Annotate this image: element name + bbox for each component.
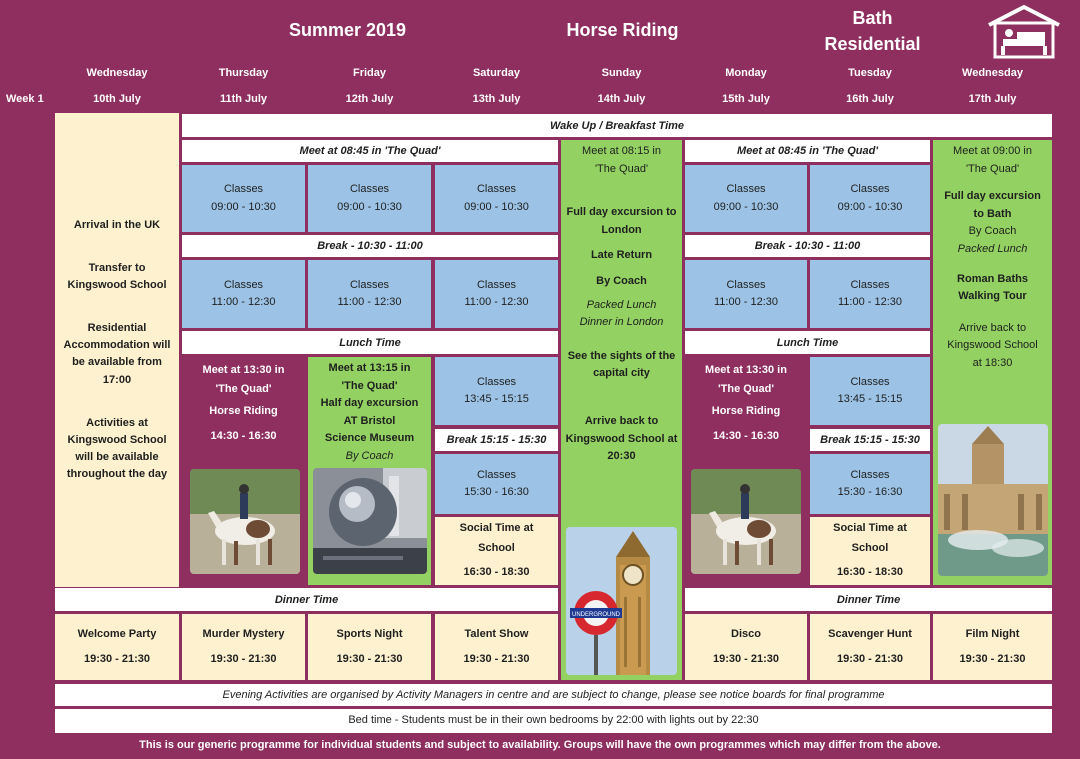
packed-lunch-text: Packed Lunch bbox=[586, 298, 657, 311]
dinner-bar-right: Dinner Time bbox=[685, 588, 1052, 611]
coach-text: By Coach bbox=[968, 225, 1017, 238]
class-time: 11:00 - 12:30 bbox=[211, 296, 276, 308]
coach-text: By Coach bbox=[345, 449, 394, 462]
wake-up-bar: Wake Up / Breakfast Time bbox=[182, 114, 1052, 137]
class-time: 11:00 - 12:30 bbox=[837, 296, 902, 308]
at-bristol-text: AT Bristol bbox=[343, 414, 396, 427]
excursion-text: London bbox=[601, 223, 642, 236]
evening-activity-time: 19:30 - 21:30 bbox=[712, 653, 780, 665]
arrival-cell bbox=[55, 113, 179, 587]
quad-text: 'The Quad' bbox=[341, 379, 398, 392]
evening-activity bbox=[685, 614, 807, 680]
arrive-text: Kingswood School bbox=[947, 339, 1038, 352]
evening-activity bbox=[933, 614, 1052, 680]
arrival-line: will be available bbox=[75, 450, 159, 463]
class-time: 11:00 - 12:30 bbox=[337, 296, 402, 308]
arrival-line: Accommodation will bbox=[63, 339, 171, 352]
class-time: 11:00 - 12:30 bbox=[713, 296, 778, 308]
day-date: 17th July bbox=[968, 93, 1017, 105]
day-name: Wednesday bbox=[962, 67, 1023, 79]
day-name: Friday bbox=[352, 67, 386, 79]
museum-text: Science Museum bbox=[324, 432, 415, 445]
quad-text: 'The Quad' bbox=[718, 382, 774, 395]
class-label: Classes bbox=[349, 278, 390, 291]
evening-activity-time: 19:30 - 21:30 bbox=[836, 653, 904, 665]
social-line: Social Time at bbox=[459, 522, 534, 535]
meet-text: Meet at 13:30 in bbox=[705, 364, 787, 376]
class-label: Classes bbox=[223, 183, 264, 196]
class-time: 09:00 - 10:30 bbox=[211, 200, 276, 213]
class-time: 09:00 - 10:30 bbox=[713, 200, 779, 213]
half-day-text: Half day excursion bbox=[320, 397, 419, 410]
bed-icon bbox=[985, 3, 1063, 59]
day-name: Monday bbox=[725, 67, 767, 79]
footer-note: This is our generic programme for individual students and subject to availability. Groups will have the own programmes which may differ from the above. bbox=[139, 739, 941, 751]
class-mon-am2 bbox=[685, 260, 807, 328]
class-tue-pm2 bbox=[810, 454, 930, 514]
big-ben-photo bbox=[566, 527, 677, 675]
arrive-text: 20:30 bbox=[607, 450, 636, 463]
evening-activity bbox=[182, 614, 305, 680]
meet-text: Meet at 13:15 in bbox=[328, 362, 411, 374]
day-name: Saturday bbox=[472, 67, 521, 79]
time-text: 14:30 - 16:30 bbox=[712, 430, 780, 443]
class-sat-pm2 bbox=[435, 454, 558, 514]
class-sat-am1 bbox=[435, 165, 558, 232]
evening-activity-name: Murder Mystery bbox=[202, 627, 285, 640]
class-label: Classes bbox=[349, 183, 390, 196]
dinner-bar-left: Dinner Time bbox=[55, 588, 558, 611]
social-line: Social Time at bbox=[833, 522, 907, 535]
packed-lunch-text: Packed Lunch bbox=[957, 242, 1028, 255]
arrive-text: at 18:30 bbox=[972, 356, 1013, 369]
class-thu-am2 bbox=[182, 260, 305, 328]
week-label: Week 1 bbox=[6, 93, 44, 105]
class-label: Classes bbox=[726, 278, 766, 291]
science-museum-photo bbox=[313, 468, 427, 574]
class-label: Classes bbox=[726, 183, 766, 196]
evening-activity-time: 19:30 - 21:30 bbox=[210, 653, 277, 665]
arrival-line: Kingswood School bbox=[67, 279, 167, 292]
class-tue-am2 bbox=[810, 260, 930, 328]
class-time: 11:00 - 12:30 bbox=[464, 296, 529, 308]
arrival-line: Transfer to bbox=[88, 262, 146, 275]
class-label: Classes bbox=[850, 375, 890, 388]
quad-text: 'The Quad' bbox=[594, 162, 649, 175]
class-tue-pm1 bbox=[810, 357, 930, 425]
class-time: 15:30 - 16:30 bbox=[837, 486, 903, 498]
evening-activity bbox=[810, 614, 930, 680]
evening-activity bbox=[308, 614, 431, 680]
activity-text: Horse Riding bbox=[209, 405, 278, 418]
social-sat bbox=[435, 517, 558, 585]
arrival-line: Activities at bbox=[86, 416, 148, 429]
class-label: Classes bbox=[476, 468, 517, 481]
arrival-line: Residential bbox=[87, 322, 147, 335]
dinner-text: Dinner in London bbox=[579, 316, 664, 329]
arrive-text: Kingswood School at bbox=[565, 432, 678, 445]
day-date: 16th July bbox=[846, 93, 894, 105]
break-1515-sat: Break 15:15 - 15:30 bbox=[435, 429, 558, 451]
horse-photo bbox=[190, 469, 300, 574]
time-text: 14:30 - 16:30 bbox=[210, 430, 277, 443]
meet-bar-right: Meet at 08:45 in 'The Quad' bbox=[685, 140, 930, 162]
activity-text: Horse Riding bbox=[711, 405, 781, 418]
roman-baths-text: Roman Baths bbox=[957, 272, 1028, 285]
quad-text: 'The Quad' bbox=[215, 382, 272, 395]
class-time: 09:00 - 10:30 bbox=[837, 200, 903, 213]
arrive-text: Arrive back to bbox=[958, 321, 1027, 334]
class-tue-am1 bbox=[810, 165, 930, 232]
excursion-text: Full day excursion bbox=[944, 190, 1041, 203]
meet-bar-left: Meet at 08:45 in 'The Quad' bbox=[182, 140, 558, 162]
evening-activity-name: Welcome Party bbox=[77, 627, 157, 640]
break-bar-left: Break - 10:30 - 11:00 bbox=[182, 235, 558, 257]
arrival-line: Kingswood School bbox=[67, 433, 167, 446]
class-label: Classes bbox=[223, 278, 264, 291]
arrival-line: be available from bbox=[72, 356, 162, 369]
coach-text: By Coach bbox=[596, 274, 647, 287]
roman-baths-photo bbox=[938, 424, 1048, 576]
late-return-text: Late Return bbox=[590, 249, 653, 262]
day-name: Wednesday bbox=[86, 67, 148, 79]
break-1515-tue: Break 15:15 - 15:30 bbox=[810, 429, 930, 451]
social-line: School bbox=[478, 542, 515, 555]
summer-title: Summer 2019 bbox=[288, 20, 407, 40]
day-name: Tuesday bbox=[848, 67, 892, 79]
class-sat-am2 bbox=[435, 260, 558, 328]
meet-text: Meet at 08:15 in bbox=[582, 145, 661, 157]
class-time: 15:30 - 16:30 bbox=[464, 486, 529, 498]
class-sat-pm1 bbox=[435, 357, 558, 425]
class-label: Classes bbox=[850, 183, 890, 196]
quad-text: 'The Quad' bbox=[965, 162, 1020, 175]
class-time: 09:00 - 10:30 bbox=[464, 200, 529, 213]
class-time: 13:45 - 15:15 bbox=[464, 393, 529, 405]
residential-title-line2: Residential bbox=[824, 34, 921, 54]
arrival-line: Arrival in the UK bbox=[73, 219, 161, 232]
meet-text: Meet at 09:00 in bbox=[953, 145, 1032, 157]
lunch-bar-left: Lunch Time bbox=[182, 331, 558, 354]
day-name: Thursday bbox=[218, 67, 269, 79]
break-bar-right: Break - 10:30 - 11:00 bbox=[685, 235, 930, 257]
evening-activity-name: Scavenger Hunt bbox=[828, 627, 912, 640]
arrival-line: 17:00 bbox=[102, 373, 132, 386]
class-label: Classes bbox=[476, 183, 517, 196]
social-line: School bbox=[851, 542, 889, 555]
day-date: 13th July bbox=[472, 93, 521, 105]
class-time: 13:45 - 15:15 bbox=[837, 393, 903, 405]
evening-activity bbox=[435, 614, 558, 680]
meet-text: Meet at 13:30 in bbox=[202, 364, 285, 376]
evening-activity-time: 19:30 - 21:30 bbox=[336, 653, 403, 665]
residential-title-line1: Bath bbox=[852, 8, 893, 28]
class-mon-am1 bbox=[685, 165, 807, 232]
evening-activity bbox=[55, 614, 179, 680]
underground-sign: UNDERGROUND bbox=[572, 612, 620, 618]
class-label: Classes bbox=[476, 375, 517, 388]
evening-activity-time: 19:30 - 21:30 bbox=[959, 653, 1026, 665]
horse-photo bbox=[691, 469, 801, 574]
bedtime-note: Bed time - Students must be in their own bedrooms by 22:00 with lights out by 22:30 bbox=[55, 709, 1052, 733]
class-thu-am1 bbox=[182, 165, 305, 232]
arrival-line: throughout the day bbox=[66, 467, 168, 480]
social-time: 16:30 - 18:30 bbox=[463, 565, 530, 578]
evening-activity-name: Talent Show bbox=[464, 627, 529, 640]
evening-activity-time: 19:30 - 21:30 bbox=[463, 653, 530, 665]
day-date: 12th July bbox=[345, 93, 394, 105]
class-label: Classes bbox=[850, 468, 890, 481]
lunch-bar-right: Lunch Time bbox=[685, 331, 930, 354]
evening-note: Evening Activities are organised by Activity Managers in centre and are subject to change, please see notice boards for final programme bbox=[55, 684, 1052, 706]
excursion-text: Full day excursion to bbox=[566, 206, 677, 219]
class-fri-am1 bbox=[308, 165, 431, 232]
day-date: 15th July bbox=[722, 93, 770, 105]
sights-text: capital city bbox=[593, 367, 650, 380]
day-date: 10th July bbox=[93, 93, 141, 105]
class-time: 09:00 - 10:30 bbox=[337, 200, 402, 213]
day-date: 14th July bbox=[597, 93, 646, 105]
day-name: Sunday bbox=[601, 67, 642, 79]
evening-activity-name: Sports Night bbox=[336, 627, 403, 640]
evening-activity-name: Film Night bbox=[965, 627, 1020, 640]
class-label: Classes bbox=[850, 278, 890, 291]
class-fri-am2 bbox=[308, 260, 431, 328]
social-time: 16:30 - 18:30 bbox=[836, 565, 904, 578]
evening-activity-name: Disco bbox=[731, 627, 761, 640]
day-date: 11th July bbox=[219, 93, 268, 105]
evening-activity-time: 19:30 - 21:30 bbox=[83, 653, 151, 665]
roman-baths-text: Walking Tour bbox=[958, 290, 1027, 303]
social-tue bbox=[810, 517, 930, 585]
sights-text: See the sights of the bbox=[567, 349, 676, 362]
excursion-text: to Bath bbox=[973, 207, 1012, 220]
class-label: Classes bbox=[476, 278, 517, 291]
programme-title: Horse Riding bbox=[566, 20, 679, 40]
arrive-text: Arrive back to bbox=[584, 414, 659, 427]
